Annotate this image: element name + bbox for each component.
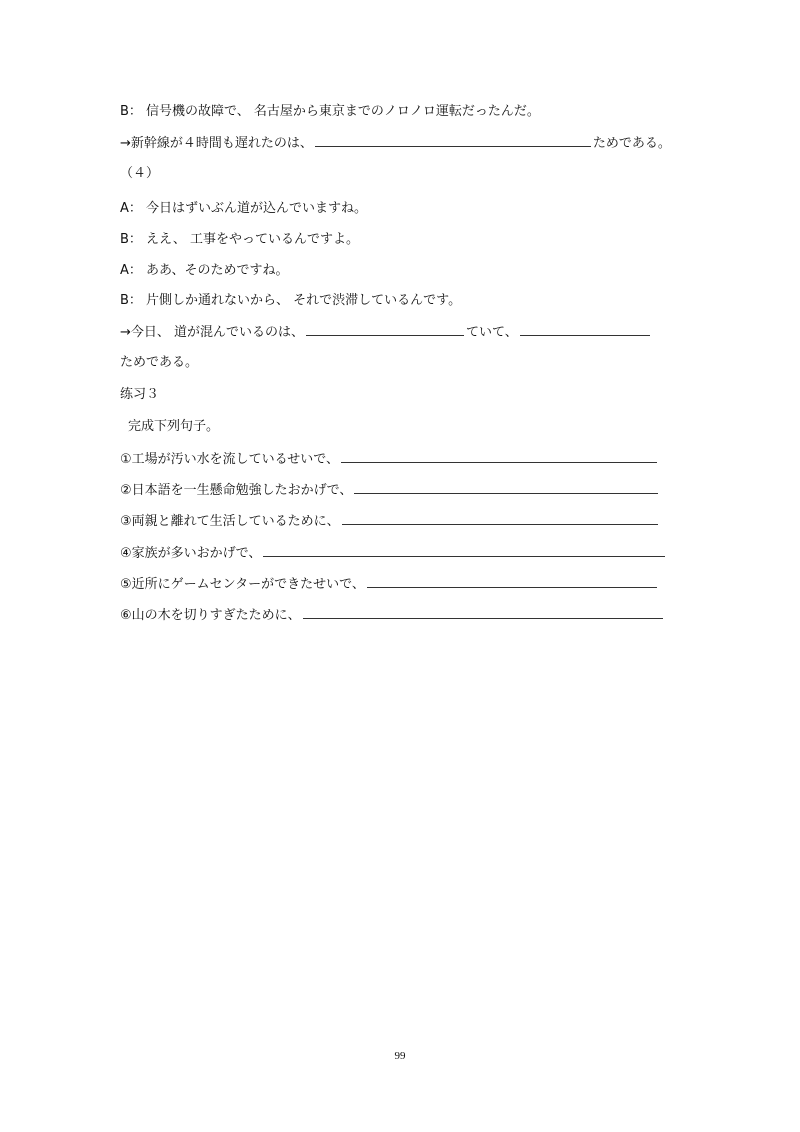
dialogue-line: A： ああ、そのためですね。 [120,263,289,278]
exercise-item-4: ④家族が多いおかげで、 [120,544,667,563]
dialogue-line-b-signal: B： 信号機の故障で、 名古屋から東京までのノロノロ運転だったんだ。 [120,104,540,119]
arrow-sentence-traffic: →今日、 道が混んでいるのは、 ていて、 [120,323,652,342]
answer-blank[interactable] [342,512,658,525]
answer-blank[interactable] [520,323,650,336]
dialogue-line: A： 今日はずいぶん道が込んでいますね。 [120,201,368,216]
dialogue-line: B： ええ、 工事をやっているんですよ。 [120,232,359,247]
exercise-item-2: ②日本語を一生懸命勉強したおかげで、 [120,481,660,500]
answer-blank[interactable] [354,481,658,494]
answer-blank[interactable] [315,134,591,147]
answer-blank[interactable] [306,323,464,336]
section-heading-4: （４） [120,166,160,181]
arrow-sentence-ending: ためである。 [120,355,199,370]
arrow-sentence-shinkansen: →新幹線が４時間も遅れたのは、 ためである。 [120,136,671,151]
page-number: 99 [394,1050,406,1062]
dialogue-line: B： 片側しか通れないから、 それで渋滞しているんです。 [120,293,462,308]
exercise-title: 练习３ [120,387,160,402]
exercise-instruction: 完成下列句子。 [128,419,220,434]
exercise-item-6: ⑥山の木を切りすぎたために、 [120,606,665,625]
exercise-item-5: ⑤近所にゲームセンターができたせいで、 [120,575,659,594]
answer-blank[interactable] [341,450,657,463]
exercise-item-3: ③両親と離れて生活しているために、 [120,512,660,531]
exercise-item-1: ①工場が汚い水を流しているせいで、 [120,450,659,469]
answer-blank[interactable] [303,606,663,619]
answer-blank[interactable] [367,575,657,588]
answer-blank[interactable] [263,544,665,557]
